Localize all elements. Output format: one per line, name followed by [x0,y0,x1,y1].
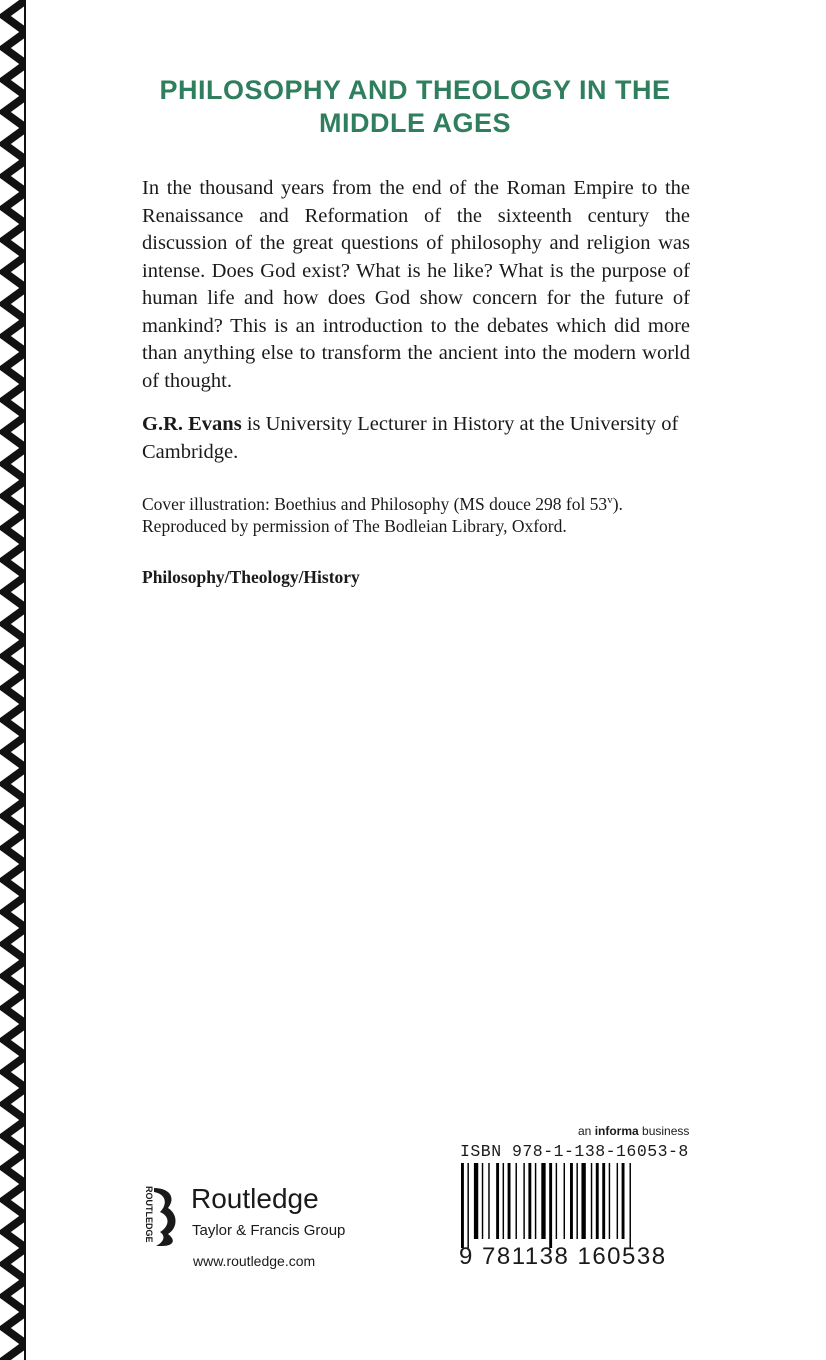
informa-tagline [578,1124,689,1138]
cover-illustration-credit [142,489,702,537]
cover-credit-line1: Cover illustration: Boethius and Philosophy (MS douce 298 fol 53 [142,493,608,514]
author-bio [142,411,690,466]
informa-prefix: an [578,1124,595,1138]
isbn-label: ISBN 978-1-138-16053-8 [460,1142,689,1161]
routledge-logo-text: ROUTLEDGE [144,1186,154,1243]
author-name: G.R. Evans [142,413,242,435]
informa-suffix: business [638,1124,690,1138]
publisher-group: Taylor & Francis Group [192,1222,346,1239]
routledge-logo-icon [134,1184,180,1248]
barcode [457,1163,667,1248]
publisher-name: Routledge [191,1183,319,1214]
barcode-digits: 9 781138 160538 [459,1243,667,1270]
book-title: PHILOSOPHY AND THEOLOGY IN THE MIDDLE AGES [159,75,671,138]
book-description: In the thousand years from the end of the Roman Empire to the Renaissance and Reformation of the sixteenth century the discussion of the great questions of philosophy and religion was intense. Does God exist? What is he like? What is the purpose of human life and how does God show concern for the future of mankind? This is an introduction to the debates which did more than anything else to transform the ancient into the modern world of thought. [142,177,690,392]
publisher-url[interactable]: www.routledge.com [193,1253,316,1269]
cover-credit-line1-end: ). [612,493,623,514]
cover-credit-line2: Reproduced by permission of The Bodleian Library, Oxford. [142,515,567,536]
cover-credit-superscript: v [607,494,613,506]
subject-category: Philosophy/Theology/History [142,567,360,587]
decorative-border [0,0,26,1360]
author-bio-text: is University Lecturer in History at the University of Cambridge. [142,413,679,463]
informa-brand: informa [594,1124,639,1138]
